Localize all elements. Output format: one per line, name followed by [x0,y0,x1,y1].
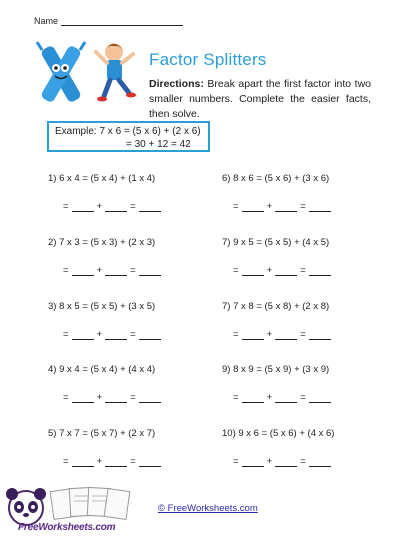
answer-row [233,201,331,212]
plus-sign: + [266,265,273,276]
answer-blank[interactable] [139,203,161,212]
answer-blank[interactable] [275,203,297,212]
answer-blank[interactable] [139,394,161,403]
multiply-mascot-icon [37,42,85,103]
answer-blank[interactable] [105,394,127,403]
answer-blank[interactable] [105,267,127,276]
name-label: Name [34,16,59,26]
plus-sign: + [96,201,103,212]
equals-sign: = [300,201,306,212]
worksheet-thumbnails-icon [50,487,130,519]
equals-sign: = [130,392,136,403]
plus-sign: + [266,329,273,340]
answer-blank[interactable] [242,203,264,212]
answer-blank[interactable] [139,458,161,467]
answer-blank[interactable] [72,458,94,467]
equals-sign: = [233,201,239,212]
equals-sign: = [300,265,306,276]
equals-sign: = [300,329,306,340]
answer-blank[interactable] [105,203,127,212]
answer-blank[interactable] [139,331,161,340]
directions-text: Break apart the first factor into two smaller numbers. Complete the easier facts, then solve. [149,78,372,120]
boy-icon [96,43,136,102]
example-line-2: = 30 + 12 = 42 [126,139,191,150]
answer-blank[interactable] [72,331,94,340]
problem-2: 2) 7 x 3 = (5 x 3) + (2 x 3) [48,237,156,248]
problem-7: 7) 9 x 5 = (5 x 5) + (4 x 5) [222,237,330,248]
plus-sign: + [266,201,273,212]
equals-sign: = [63,456,69,467]
answer-row [63,392,161,403]
panda-icon [6,488,46,525]
problem-5: 5) 7 x 7 = (5 x 7) + (2 x 7) [48,428,156,439]
answer-blank[interactable] [275,394,297,403]
answer-row [233,329,331,340]
answer-blank[interactable] [242,458,264,467]
answer-blank[interactable] [242,331,264,340]
plus-sign: + [96,265,103,276]
answer-blank[interactable] [139,267,161,276]
name-row [34,16,183,26]
answer-row [63,265,161,276]
answer-blank[interactable] [105,331,127,340]
equals-sign: = [233,456,239,467]
problem-4: 4) 9 x 4 = (5 x 4) + (4 x 4) [48,364,156,375]
footer-logo-text: FreeWorksheets.com [18,522,116,533]
answer-row [63,201,161,212]
mascot-illustration [34,38,142,110]
answer-row [233,392,331,403]
equals-sign: = [130,265,136,276]
plus-sign: + [96,329,103,340]
answer-blank[interactable] [72,203,94,212]
answer-blank[interactable] [105,458,127,467]
answer-row [63,456,161,467]
equals-sign: = [63,201,69,212]
answer-row [233,456,331,467]
equals-sign: = [300,456,306,467]
example-box [47,121,210,152]
answer-blank[interactable] [309,458,331,467]
equals-sign: = [233,392,239,403]
equals-sign: = [63,392,69,403]
plus-sign: + [266,456,273,467]
name-input-line[interactable] [61,16,183,26]
answer-blank[interactable] [275,267,297,276]
problem-1: 1) 6 x 4 = (5 x 4) + (1 x 4) [48,173,156,184]
equals-sign: = [233,329,239,340]
problem-10: 10) 9 x 6 = (5 x 6) + (4 x 6) [222,428,335,439]
problem-8: 7) 7 x 8 = (5 x 8) + (2 x 8) [222,301,330,312]
answer-blank[interactable] [309,203,331,212]
plus-sign: + [96,392,103,403]
answer-row [63,329,161,340]
equals-sign: = [233,265,239,276]
answer-blank[interactable] [275,458,297,467]
problem-9: 9) 8 x 9 = (5 x 9) + (3 x 9) [222,364,330,375]
equals-sign: = [130,329,136,340]
equals-sign: = [63,265,69,276]
answer-row [233,265,331,276]
example-line-1: Example: 7 x 6 = (5 x 6) + (2 x 6) [55,126,201,137]
answer-blank[interactable] [242,394,264,403]
answer-blank[interactable] [309,331,331,340]
directions [149,77,371,122]
equals-sign: = [63,329,69,340]
footer-link[interactable]: © FreeWorksheets.com [158,503,258,514]
answer-blank[interactable] [309,267,331,276]
answer-blank[interactable] [72,267,94,276]
page-title: Factor Splitters [149,50,267,69]
problem-3: 3) 8 x 5 = (5 x 5) + (3 x 5) [48,301,156,312]
equals-sign: = [130,201,136,212]
plus-sign: + [96,456,103,467]
answer-blank[interactable] [275,331,297,340]
equals-sign: = [300,392,306,403]
answer-blank[interactable] [242,267,264,276]
answer-blank[interactable] [309,394,331,403]
answer-blank[interactable] [72,394,94,403]
directions-label: Directions: [149,78,204,90]
problem-6: 6) 8 x 6 = (5 x 6) + (3 x 6) [222,173,330,184]
equals-sign: = [130,456,136,467]
plus-sign: + [266,392,273,403]
